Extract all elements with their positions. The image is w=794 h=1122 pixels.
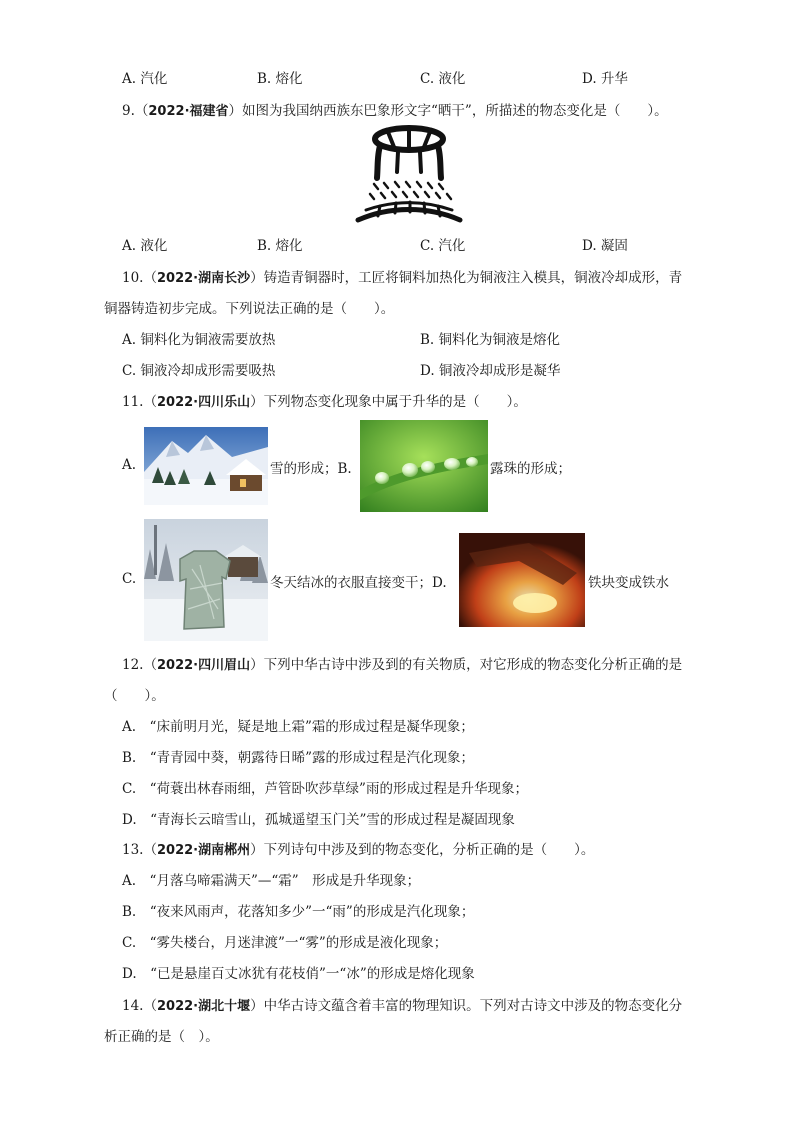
q13-option-c: C. “雾失楼台，月迷津渡”一“雾”的形成是液化现象； xyxy=(122,935,448,951)
snow-mountain-image xyxy=(144,427,268,505)
q13-option-b: B. “夜来风雨声，花落知多少”一“雨”的形成是汽化现象； xyxy=(122,904,475,920)
q10-option-a: A. 铜料化为铜液需要放热 xyxy=(122,332,276,348)
q10-stem-line1: 10.（2022·湖南长沙）铸造青铜器时，工匠将铜料加热化为铜液注入模具，铜液冷却成形，青 xyxy=(122,270,683,286)
q13-stem: 13.（2022·湖南郴州）下列诗句中涉及到的物态变化，分析正确的是（ ）。 xyxy=(122,842,595,858)
q13-source: 2022·湖南郴州 xyxy=(156,843,251,858)
dew-drops-image xyxy=(360,420,488,512)
q11-option-c-text: 冬天结冰的衣服直接变干；D. xyxy=(270,575,447,591)
q9-stem: 9.（2022·福建省）如图为我国纳西族东巴象形文字“晒干”，所描述的物态变化是（ ）。 xyxy=(122,103,668,119)
q10-option-d: D. 铜液冷却成形是凝华 xyxy=(420,363,561,379)
q13-option-d: D. “已是悬崖百丈冰犹有花枝俏”一“冰”的形成是熔化现象 xyxy=(122,966,475,982)
q9-option-a: A. 液化 xyxy=(122,238,168,254)
q8-option-c: C. 液化 xyxy=(420,71,466,87)
q11-source: 2022·四川乐山 xyxy=(156,395,251,410)
q14-stem-line1: 14.（2022·湖北十堰）中华古诗文蕴含着丰富的物理知识。下列对古诗文中涉及的物态变化分 xyxy=(122,998,683,1014)
dongba-glyph-image xyxy=(350,124,468,228)
q14-stem-line2: 析正确的是（ ）。 xyxy=(104,1029,219,1045)
q9-source: 2022·福建省 xyxy=(148,104,229,119)
q9-option-b: B. 熔化 xyxy=(257,238,303,254)
q10-option-c: C. 铜液冷却成形需要吸热 xyxy=(122,363,276,379)
q12-stem-line2: （ ）。 xyxy=(104,688,165,704)
q11-option-a-letter: A. xyxy=(122,457,137,473)
q8-option-a: A. 汽化 xyxy=(122,71,168,87)
q12-option-a: A. “床前明月光，疑是地上霜”霜的形成过程是凝华现象； xyxy=(122,719,474,735)
q8-option-b: B. 熔化 xyxy=(257,71,303,87)
q11-option-a-text: 雪的形成；B. xyxy=(270,461,352,477)
q12-option-c: C. “荷蓑出林春雨细，芦管卧吹莎草绿”雨的形成过程是升华现象； xyxy=(122,781,528,797)
molten-iron-image xyxy=(459,533,585,627)
q12-option-b: B. “青青园中葵，朝露待日晞”露的形成过程是汽化现象； xyxy=(122,750,475,766)
q13-option-a: A. “月落乌啼霜满天”—“霜” 形成是升华现象； xyxy=(122,873,421,889)
q11-option-c-letter: C. xyxy=(122,571,137,587)
q9-option-d: D. 凝固 xyxy=(582,238,628,254)
q12-stem-line1: 12.（2022·四川眉山）下列中华古诗中涉及到的有关物质，对它形成的物态变化分析正确的是 xyxy=(122,657,683,673)
q10-stem-line2: 铜器铸造初步完成。下列说法正确的是（ ）。 xyxy=(104,301,395,317)
q11-option-d-text: 铁块变成铁水 xyxy=(588,575,669,591)
q11-option-b-text: 露珠的形成； xyxy=(490,461,571,477)
q10-option-b: B. 铜料化为铜液是熔化 xyxy=(420,332,561,348)
q11-stem: 11.（2022·四川乐山）下列物态变化现象中属于升华的是（ ）。 xyxy=(122,394,527,410)
q14-source: 2022·湖北十堰 xyxy=(156,999,251,1014)
q12-option-d: D. “青海长云暗雪山，孤城遥望玉门关”雪的形成过程是凝固现象 xyxy=(122,812,515,828)
q10-source: 2022·湖南长沙 xyxy=(156,271,251,286)
q9-option-c: C. 汽化 xyxy=(420,238,466,254)
q8-option-d: D. 升华 xyxy=(582,71,628,87)
frozen-clothes-image xyxy=(144,519,268,641)
q12-source: 2022·四川眉山 xyxy=(156,658,251,673)
